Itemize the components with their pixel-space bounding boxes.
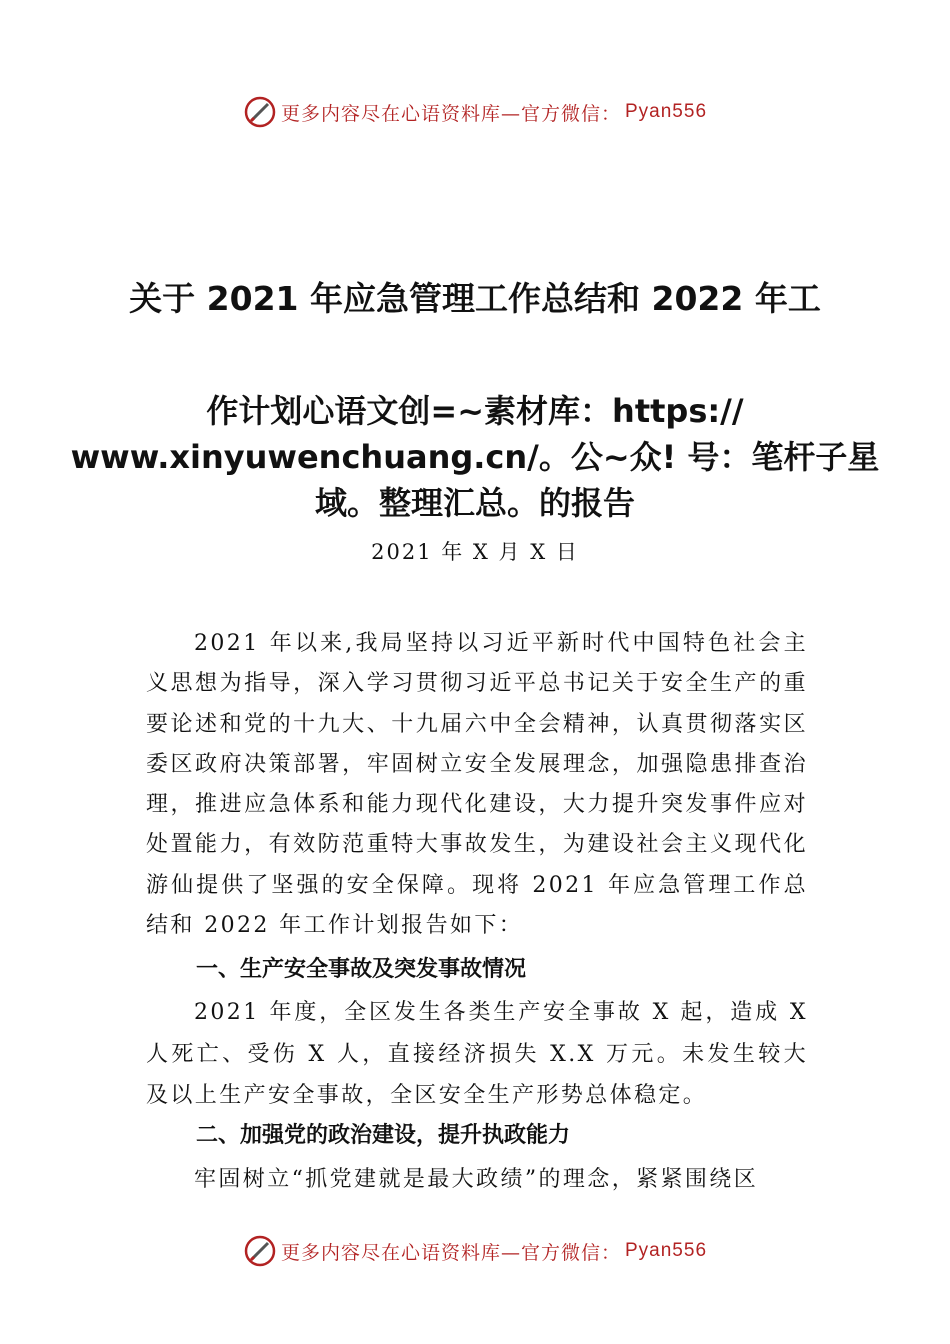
document-title-continued: 作计划心语文创=~素材库：https:// www.xinyuwenchuang.cn/。公~众! 号：笔杆子星域。整理汇总。的报告: [70, 392, 880, 522]
intro-paragraph: 2021 年以来,我局坚持以习近平新时代中国特色社会主义思想为指导，深入学习贯彻习近平总书记关于安全生产的重要论述和党的十九大、十九届六中全会精神，认真贯彻落实区委区政府决策部署，牢固树立安全发展理念，加强隐患排查治理，推进应急体系和能力现代化建设，大力提升突发事件应对处置能力，有效防范重特大事故发生，为建设社会主义现代化游仙提供了坚强的安全保障。现将 2021 年应急管理工作总结和 2022 年工作计划报告如下：: [146, 631, 808, 939]
section-2-paragraph: 牢固树立“抓党建就是最大政绩”的理念，紧紧围绕区: [194, 1167, 759, 1192]
pen-circle-logo-icon: [243, 95, 277, 129]
section-heading-2: 二、加强党的政治建设，提升执政能力: [196, 1123, 571, 1148]
document-date: 2021 年 X 月 X 日: [371, 540, 579, 564]
section-heading-1: 一、生产安全事故及突发事故情况: [196, 957, 527, 982]
header-watermark: [0, 92, 950, 132]
section-1-paragraph: 2021 年度，全区发生各类生产安全事故 X 起，造成 X 人死亡、受伤 X 人，直接经济损失 X.X 万元。未发生较大及以上生产安全事故，全区安全生产形势总体稳定。: [146, 1000, 808, 1108]
document-title: 关于 2021 年应急管理工作总结和 2022 年工: [129, 279, 821, 318]
watermark-contact: Pyan556: [625, 1240, 708, 1261]
watermark-text: 更多内容尽在心语资料库—官方微信：: [280, 102, 621, 125]
watermark-text: 更多内容尽在心语资料库—官方微信：: [280, 1241, 621, 1264]
footer-watermark: [0, 1231, 950, 1271]
watermark-contact: Pyan556: [625, 101, 708, 122]
pen-circle-logo-icon: [243, 1234, 277, 1268]
